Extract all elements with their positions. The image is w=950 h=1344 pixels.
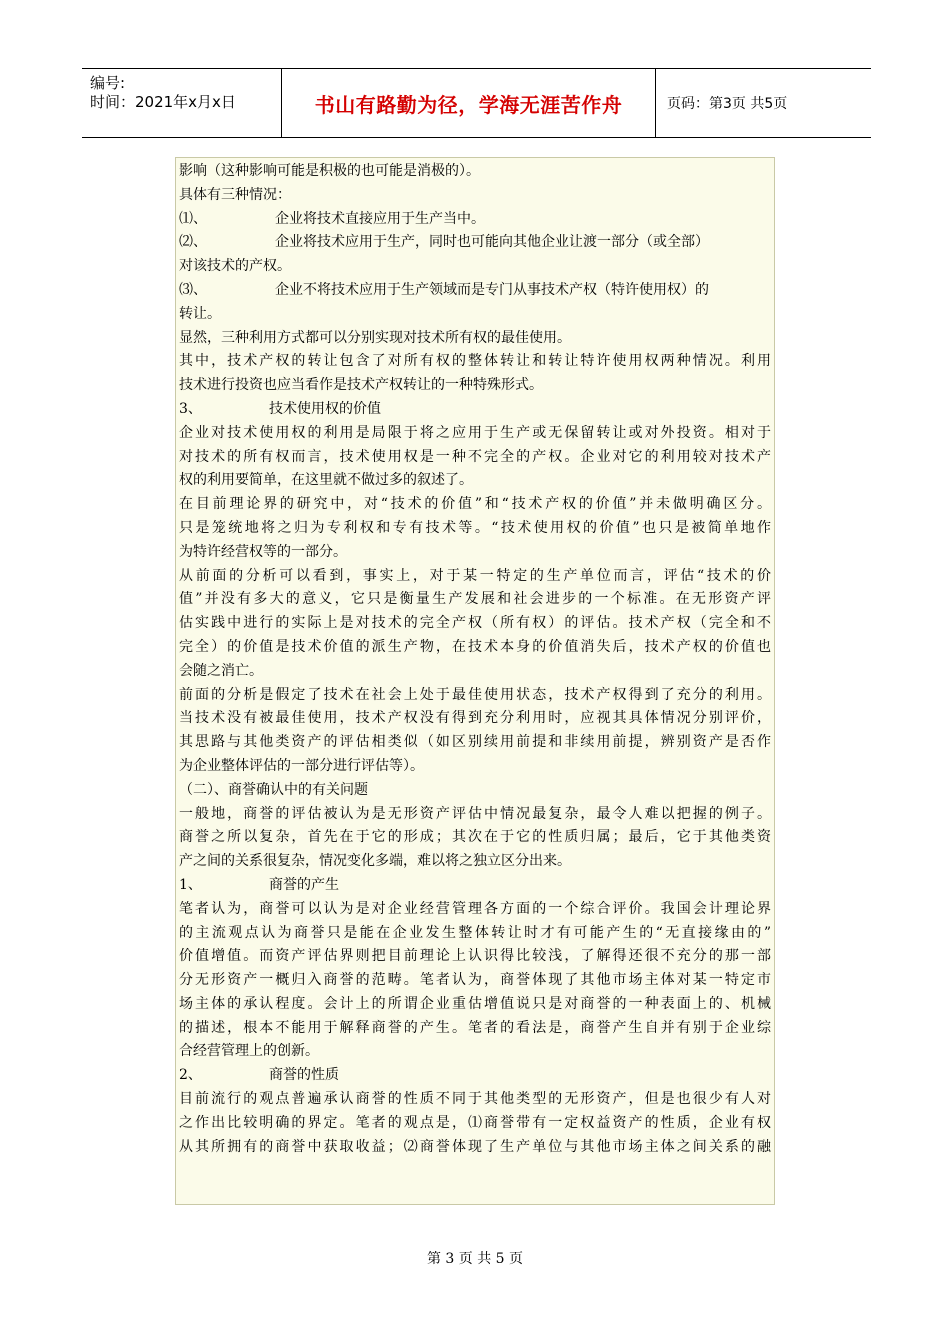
text-line: 值”并没有多大的意义，它只是衡量生产发展和社会进步的一个标准。在无形资产评 xyxy=(179,591,771,608)
enum-number: ⑵、 xyxy=(179,234,207,251)
text-line: 转让。 xyxy=(179,305,221,322)
header-page-label: 页码：第3页 共5页 xyxy=(667,96,788,112)
text-line: 具体有三种情况： xyxy=(179,186,291,203)
text-line: 的主流观点认为商誉只是能在企业发生整体转让时才有可能产生的“无直接缘由的” xyxy=(179,924,771,941)
header-motto-cell xyxy=(281,69,656,137)
text-line: 只是笼统地将之归为专利权和专有技术等。“技术使用权的价值”也只是被简单地作 xyxy=(179,519,771,536)
text-line: 估实践中进行的实际上是对技术的完全产权（所有权）的评估。技术产权（完全和不 xyxy=(179,615,771,632)
text-line: 从其所拥有的商誉中获取收益；⑵商誉体现了生产单位与其他市场主体之间关系的融 xyxy=(179,1138,771,1155)
document-number-label: 编号: xyxy=(90,74,126,92)
enum-number: 2、 xyxy=(179,1067,202,1084)
enum-text: 企业将技术直接应用于生产当中。 xyxy=(275,210,485,227)
enumerated-line xyxy=(179,874,771,898)
text-line: 当技术没有被最佳使用，技术产权没有得到充分利用时，应视其具体情况分别评价， xyxy=(179,710,771,727)
text-line: 影响（这种影响可能是积极的也可能是消极的）。 xyxy=(179,163,480,179)
document-date-label: 时间：2021年x月x日 xyxy=(90,93,236,111)
enum-number: ⑶、 xyxy=(179,281,207,298)
enumerated-line xyxy=(179,231,771,255)
text-line: 权的利用要简单，在这里就不做过多的叙述了。 xyxy=(179,472,473,489)
text-line: 笔者认为，商誉可以认为是对企业经营管理各方面的一个综合评价。我国会计理论界 xyxy=(179,900,771,917)
text-line: 前面的分析是假定了技术在社会上处于最佳使用状态，技术产权得到了充分的利用。 xyxy=(179,686,771,703)
enum-text: 技术使用权的价值 xyxy=(269,400,381,417)
text-line: 完全）的价值是技术价值的派生产物，在技术本身的价值消失后，技术产权的价值也 xyxy=(179,638,771,655)
document-body xyxy=(175,157,775,1205)
page-footer: 第 3 页 共 5 页 xyxy=(426,1251,524,1267)
enum-number: 3、 xyxy=(179,400,202,417)
text-line: 对该技术的产权。 xyxy=(179,258,291,275)
text-line: 为企业整体评估的一部分进行评估等）。 xyxy=(179,757,424,774)
text-line: 之作出比较明确的界定。笔者的观点是，⑴商誉带有一定权益资产的性质，企业有权 xyxy=(179,1114,771,1131)
text-line: 从前面的分析可以看到，事实上，对于某一特定的生产单位而言，评估“技术的价 xyxy=(179,567,771,584)
enum-number: 1、 xyxy=(179,876,202,893)
text-line: 其思路与其他类资产的评估相类似（如区别续用前提和非续用前提，辨别资产是否作 xyxy=(179,734,771,751)
text-line: 技术进行投资也应当看作是技术产权转让的一种特殊形式。 xyxy=(179,377,543,394)
enumerated-line xyxy=(179,279,771,303)
enumerated-line xyxy=(179,208,771,232)
header-page-cell xyxy=(655,69,871,137)
text-line: 其中，技术产权的转让包含了对所有权的整体转让和转让特许使用权两种情况。利用 xyxy=(179,353,771,370)
text-line: （二）、商誉确认中的有关问题 xyxy=(179,781,368,798)
enum-text: 商誉的性质 xyxy=(269,1067,339,1084)
text-line: 的描述，根本不能用于解释商誉的产生。笔者的看法是，商誉产生自并有别于企业综 xyxy=(179,1019,771,1036)
text-line: 会随之消亡。 xyxy=(179,662,263,679)
enum-text: 企业不将技术应用于生产领域而是专门从事技术产权（特许使用权）的 xyxy=(275,281,709,298)
text-line: 目前流行的观点普遍承认商誉的性质不同于其他类型的无形资产，但是也很少有人对 xyxy=(179,1091,771,1108)
text-line: 为特许经营权等的一部分。 xyxy=(179,543,347,560)
text-line: 对技术的所有权而言，技术使用权是一种不完全的产权。企业对它的利用较对技术产 xyxy=(179,448,771,465)
text-line: 合经营管理上的创新。 xyxy=(179,1043,319,1060)
text-line: 价值增值。而资产评估界则把目前理论上认识得比较浅，了解得还很不充分的那一部 xyxy=(179,948,771,965)
text-line: 在目前理论界的研究中，对“技术的价值”和“技术产权的价值”并未做明确区分。 xyxy=(179,496,771,513)
motto-text: 书山有路勤为径，学海无涯苦作舟 xyxy=(314,92,623,117)
header-info-cell xyxy=(82,69,281,137)
header-table xyxy=(82,68,871,138)
text-line: 企业对技术使用权的利用是局限于将之应用于生产或无保留转让或对外投资。相对于 xyxy=(179,424,771,441)
enumerated-line xyxy=(179,398,771,422)
text-line: 产之间的关系很复杂，情况变化多端，难以将之独立区分出来。 xyxy=(179,853,571,870)
text-line: 一般地，商誉的评估被认为是无形资产评估中情况最复杂，最令人难以把握的例子。 xyxy=(179,805,771,822)
enum-text: 企业将技术应用于生产，同时也可能向其他企业让渡一部分（或全部） xyxy=(275,234,709,251)
text-line: 商誉之所以复杂，首先在于它的形成；其次在于它的性质归属；最后，它于其他类资 xyxy=(179,829,771,846)
text-line: 显然，三种利用方式都可以分别实现对技术所有权的最佳使用。 xyxy=(179,329,571,346)
text-line: 分无形资产一概归入商誉的范畴。笔者认为，商誉体现了其他市场主体对某一特定市 xyxy=(179,972,771,989)
enum-number: ⑴、 xyxy=(179,210,207,227)
enum-text: 商誉的产生 xyxy=(269,876,339,893)
enumerated-line xyxy=(179,1064,771,1088)
text-line: 场主体的承认程度。会计上的所谓企业重估增值说只是对商誉的一种表面上的、机械 xyxy=(179,995,771,1012)
